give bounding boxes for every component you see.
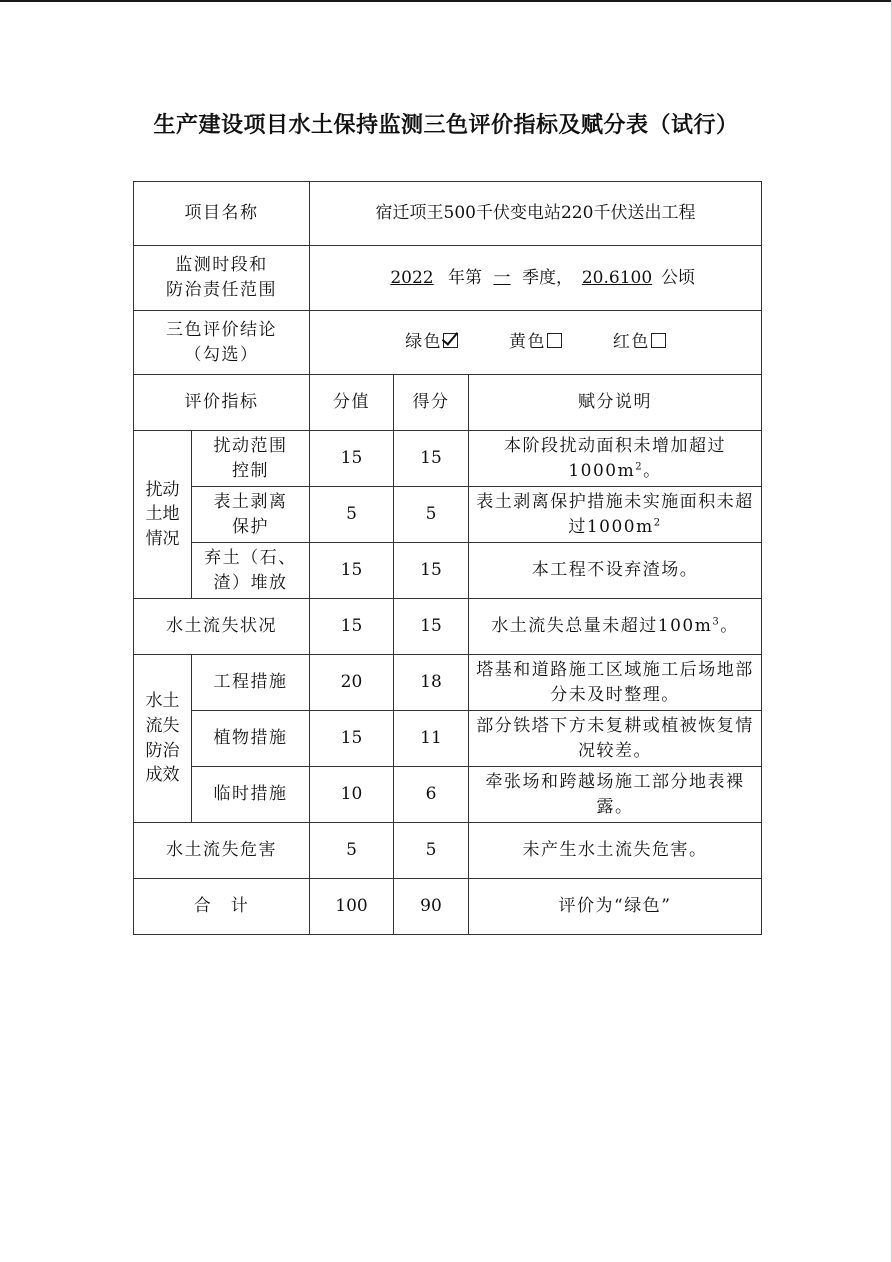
indicator-name-line: 渣）堆放 — [213, 572, 288, 593]
indicator-name — [192, 431, 310, 487]
indicator-name — [192, 543, 310, 599]
indicator-name: 水土流失危害 — [134, 823, 310, 879]
total-explanation: 评价为“绿色” — [469, 879, 762, 935]
indicator-name-line: 表土剥离 — [213, 491, 288, 512]
period-quarter-suffix: 季度， — [522, 267, 573, 288]
header-indicator: 评价指标 — [134, 375, 310, 431]
document-title: 生产建设项目水土保持监测三色评价指标及赋分表（试行） — [153, 112, 739, 138]
table-row — [134, 431, 762, 487]
conclusion-options — [310, 311, 762, 375]
control-group-label — [134, 655, 192, 823]
disturb-group-line: 情况 — [145, 528, 180, 549]
table-row — [134, 711, 762, 767]
score-got: 18 — [394, 655, 469, 711]
total-score: 90 — [394, 879, 469, 935]
disturb-group-label — [134, 431, 192, 599]
score-value: 20 — [310, 655, 394, 711]
option-yellow-label: 黄色 — [509, 332, 546, 353]
table-row — [134, 599, 762, 655]
table-row — [134, 487, 762, 543]
project-row — [134, 182, 762, 246]
indicator-name — [192, 487, 310, 543]
superscript: 3 — [712, 616, 721, 628]
header-score-got: 得分 — [394, 375, 469, 431]
period-area: 20.6100 — [581, 267, 653, 288]
indicator-name-line: 保护 — [232, 516, 269, 537]
header-row — [134, 375, 762, 431]
score-value: 15 — [310, 599, 394, 655]
explanation: 牵张场和跨越场施工部分地表裸露。 — [469, 767, 762, 823]
score-value: 15 — [310, 711, 394, 767]
score-value: 15 — [310, 543, 394, 599]
score-value: 10 — [310, 767, 394, 823]
evaluation-table — [133, 181, 762, 935]
option-green[interactable] — [405, 330, 458, 355]
total-row — [134, 879, 762, 935]
explanation-tail: 。 — [720, 616, 739, 637]
table-row — [134, 543, 762, 599]
option-green-label: 绿色 — [405, 332, 443, 353]
score-got: 6 — [394, 767, 469, 823]
score-value: 5 — [310, 487, 394, 543]
total-label: 合 计 — [134, 879, 310, 935]
explanation-text: 表土剥离保护措施未实施面积未超过1000m — [476, 491, 754, 537]
score-got: 15 — [394, 543, 469, 599]
conclusion-label-line1: 三色评价结论 — [166, 319, 277, 340]
indicator-name: 植物措施 — [192, 711, 310, 767]
control-group-line: 成效 — [145, 765, 180, 786]
explanation: 未产生水土流失危害。 — [469, 823, 762, 879]
explanation-text: 水土流失总量未超过100m — [491, 616, 713, 637]
control-group-line: 防治 — [145, 740, 180, 761]
explanation — [469, 431, 762, 487]
indicator-name: 水土流失状况 — [134, 599, 310, 655]
period-row — [134, 246, 762, 311]
yellow-checkbox-icon[interactable] — [547, 333, 562, 348]
score-got: 15 — [394, 431, 469, 487]
period-value — [310, 246, 762, 311]
period-label-line2: 防治责任范围 — [166, 280, 277, 300]
explanation — [469, 487, 762, 543]
explanation: 塔基和道路施工区域施工后场地部分未及时整理。 — [469, 655, 762, 711]
explanation-text: 本阶段扰动面积未增加超过1000m — [504, 435, 726, 481]
page-top-rule — [0, 0, 892, 2]
green-checkbox-icon[interactable] — [443, 333, 458, 348]
superscript: 2 — [653, 516, 662, 528]
conclusion-label — [134, 311, 310, 375]
period-year: 2022 — [390, 267, 434, 288]
control-group-line: 水土 — [145, 691, 180, 712]
table-row — [134, 655, 762, 711]
indicator-name-line: 弃土（石、 — [204, 547, 297, 568]
indicator-name: 工程措施 — [192, 655, 310, 711]
explanation — [469, 599, 762, 655]
conclusion-label-line2: （勾选） — [184, 344, 259, 365]
period-quarter: 一 — [493, 267, 511, 288]
period-label — [134, 246, 310, 311]
indicator-name-line: 控制 — [232, 460, 269, 481]
score-got: 5 — [394, 487, 469, 543]
option-red[interactable] — [613, 330, 666, 355]
table-row — [134, 823, 762, 879]
total-value: 100 — [310, 879, 394, 935]
period-label-line1: 监测时段和 — [175, 255, 268, 276]
score-got: 11 — [394, 711, 469, 767]
header-explanation: 赋分说明 — [469, 375, 762, 431]
explanation: 本工程不设弃渣场。 — [469, 543, 762, 599]
option-red-label: 红色 — [612, 332, 650, 353]
indicator-name-line: 扰动范围 — [213, 435, 288, 456]
period-year-suffix: 年第 — [448, 267, 482, 288]
superscript: 2 — [635, 460, 644, 472]
score-got: 15 — [394, 599, 469, 655]
score-got: 5 — [394, 823, 469, 879]
project-value: 宿迁项王500千伏变电站220千伏送出工程 — [310, 182, 762, 246]
indicator-name: 临时措施 — [192, 767, 310, 823]
score-value: 5 — [310, 823, 394, 879]
header-score-value: 分值 — [310, 375, 394, 431]
control-group-line: 流失 — [145, 715, 180, 736]
period-area-unit: 公顷 — [661, 267, 695, 288]
score-value: 15 — [310, 431, 394, 487]
conclusion-row — [134, 311, 762, 375]
disturb-group-line: 土地 — [145, 504, 180, 525]
project-label: 项目名称 — [134, 182, 310, 246]
disturb-group-line: 扰动 — [145, 479, 180, 500]
explanation-tail: 。 — [643, 460, 662, 481]
option-yellow[interactable] — [509, 330, 562, 355]
red-checkbox-icon[interactable] — [651, 333, 666, 348]
explanation: 部分铁塔下方未复耕或植被恢复情况较差。 — [469, 711, 762, 767]
table-row — [134, 767, 762, 823]
